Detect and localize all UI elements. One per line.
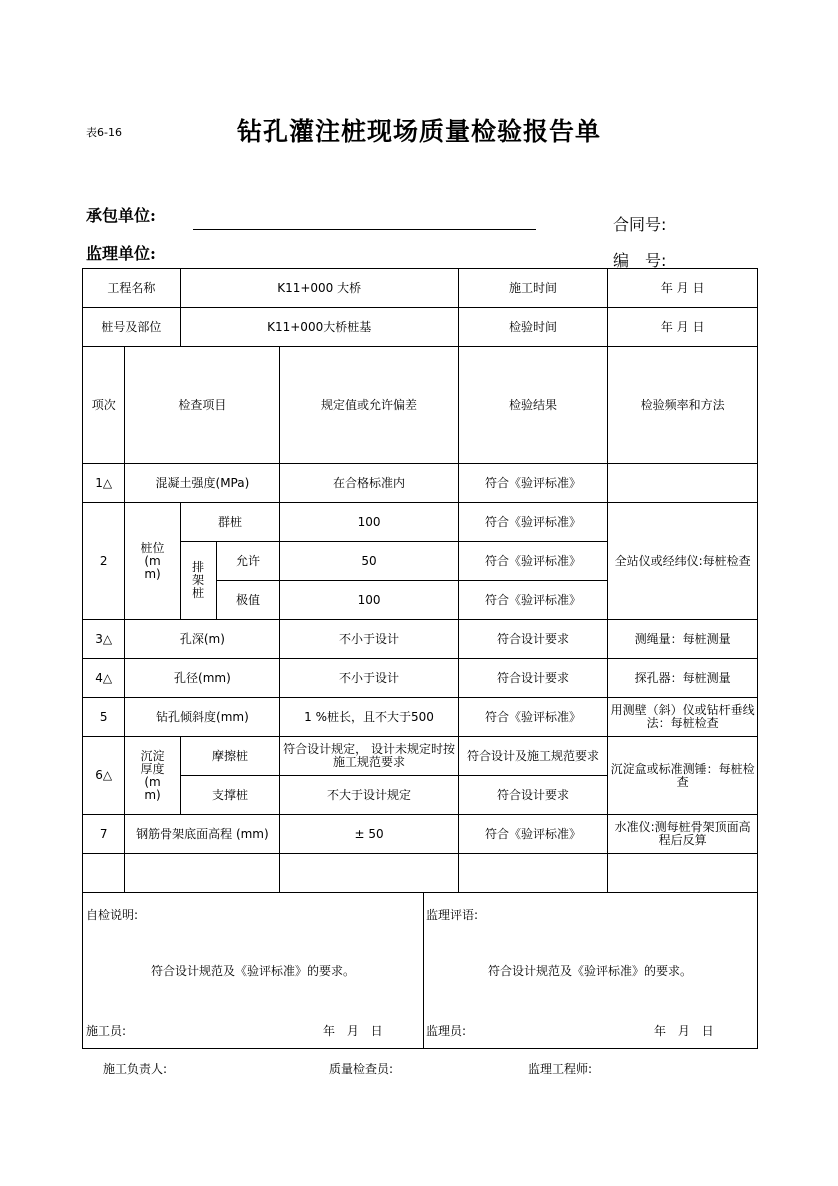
supervisor-label: 监理单位: xyxy=(86,244,156,263)
col-spec: 规定值或允许偏差 xyxy=(280,347,458,464)
row2-no: 2 xyxy=(83,503,125,620)
row2a-result: 符合《验评标准》 xyxy=(458,503,608,542)
row2a-spec: 100 xyxy=(280,503,458,542)
row4-spec: 不小于设计 xyxy=(280,659,458,698)
row4-result: 符合设计要求 xyxy=(458,659,608,698)
row7-spec: ± 50 xyxy=(280,815,458,854)
row2c-spec: 100 xyxy=(280,581,458,620)
row3-item: 孔深(m) xyxy=(125,620,280,659)
row2b-item: 允许 xyxy=(216,542,280,581)
row2c-result: 符合《验评标准》 xyxy=(458,581,608,620)
row5-result: 符合《验评标准》 xyxy=(458,698,608,737)
row6-no: 6△ xyxy=(83,737,125,815)
self-check-label: 自检说明: xyxy=(86,908,139,922)
row5-spec: 1 %桩长，且不大于500 xyxy=(280,698,458,737)
contractor-underline xyxy=(193,229,536,230)
empty-row-no xyxy=(83,854,125,893)
remarks-section xyxy=(82,892,758,1049)
inspection-time-label: 检验时间 xyxy=(458,308,608,347)
footer-construction-leader: 施工负责人: xyxy=(103,1062,168,1076)
footer-supervision-engineer: 监理工程师: xyxy=(528,1062,593,1076)
row1-no: 1△ xyxy=(83,464,125,503)
row2-method: 全站仪或经纬仪:每桩检查 xyxy=(608,503,758,620)
supervisor-sign-label: 监理员: xyxy=(426,1024,467,1038)
col-result: 检验结果 xyxy=(458,347,608,464)
row3-spec: 不小于设计 xyxy=(280,620,458,659)
row2b-result: 符合《验评标准》 xyxy=(458,542,608,581)
row3-no: 3△ xyxy=(83,620,125,659)
row2c-item: 极值 xyxy=(216,581,280,620)
row5-method: 用测壁（斜）仪或钻杆垂线法：每桩检查 xyxy=(608,698,758,737)
row6b-result: 符合设计要求 xyxy=(458,776,608,815)
row1-item: 混凝土强度(MPa) xyxy=(125,464,280,503)
row7-item: 钢筋骨架底面高程 (mm) xyxy=(125,815,280,854)
row7-result: 符合《验评标准》 xyxy=(458,815,608,854)
project-name-value: K11+000 大桥 xyxy=(180,269,458,308)
serial-number-label: 编 号: xyxy=(613,251,667,270)
col-check-item: 检查项目 xyxy=(125,347,280,464)
row6-group: 沉淀厚度(mm) xyxy=(125,737,180,815)
row6b-item: 支撑桩 xyxy=(180,776,280,815)
col-method: 检验频率和方法 xyxy=(608,347,758,464)
empty-row-spec xyxy=(280,854,458,893)
row7-no: 7 xyxy=(83,815,125,854)
construction-time-value: 年 月 日 xyxy=(608,269,758,308)
self-check-date: 年 月 日 xyxy=(323,1024,387,1038)
supervisor-comment-text: 符合设计规范及《验评标准》的要求。 xyxy=(487,964,692,978)
row4-item: 孔径(mm) xyxy=(125,659,280,698)
constructor-sign-label: 施工员: xyxy=(86,1024,127,1038)
self-check-text: 符合设计规范及《验评标准》的要求。 xyxy=(150,964,355,978)
empty-row-result xyxy=(458,854,608,893)
row1-method xyxy=(608,464,758,503)
contractor-label: 承包单位: xyxy=(86,206,156,225)
col-item-no: 项次 xyxy=(83,347,125,464)
row3-method: 测绳量：每桩测量 xyxy=(608,620,758,659)
empty-row-item xyxy=(125,854,280,893)
inspection-table xyxy=(82,268,758,893)
row6a-spec: 符合设计规定， 设计未规定时按施工规范要求 xyxy=(280,737,458,776)
row6b-spec: 不大于设计规定 xyxy=(280,776,458,815)
project-name-label: 工程名称 xyxy=(83,269,181,308)
row4-no: 4△ xyxy=(83,659,125,698)
supervisor-date: 年 月 日 xyxy=(654,1024,718,1038)
row6a-item: 摩擦桩 xyxy=(180,737,280,776)
row6a-result: 符合设计及施工规范要求 xyxy=(458,737,608,776)
row5-no: 5 xyxy=(83,698,125,737)
supervisor-comment-label: 监理评语: xyxy=(426,908,479,922)
row4-method: 探孔器：每桩测量 xyxy=(608,659,758,698)
empty-row-method xyxy=(608,854,758,893)
row2b-spec: 50 xyxy=(280,542,458,581)
self-check-panel xyxy=(83,892,424,1048)
row6-method: 沉淀盒或标准测锤：每桩检查 xyxy=(608,737,758,815)
construction-time-label: 施工时间 xyxy=(458,269,608,308)
pile-label: 桩号及部位 xyxy=(83,308,181,347)
row2-group: 桩位(mm) xyxy=(125,503,180,620)
supervisor-comment-panel xyxy=(423,892,757,1048)
form-number: 表6-16 xyxy=(86,126,122,139)
inspection-time-value: 年 月 日 xyxy=(608,308,758,347)
row2-subgroup: 排架桩 xyxy=(180,542,216,620)
page-title: 钻孔灌注桩现场质量检验报告单 xyxy=(236,117,601,146)
row2a-item: 群桩 xyxy=(180,503,280,542)
footer-quality-inspector: 质量检查员: xyxy=(329,1062,394,1076)
row1-result: 符合《验评标准》 xyxy=(458,464,608,503)
row5-item: 钻孔倾斜度(mm) xyxy=(125,698,280,737)
row7-method: 水准仪:测每桩骨架顶面高程后反算 xyxy=(608,815,758,854)
row3-result: 符合设计要求 xyxy=(458,620,608,659)
pile-value: K11+000大桥桩基 xyxy=(180,308,458,347)
row1-spec: 在合格标准内 xyxy=(280,464,458,503)
contract-number-label: 合同号: xyxy=(613,215,667,234)
